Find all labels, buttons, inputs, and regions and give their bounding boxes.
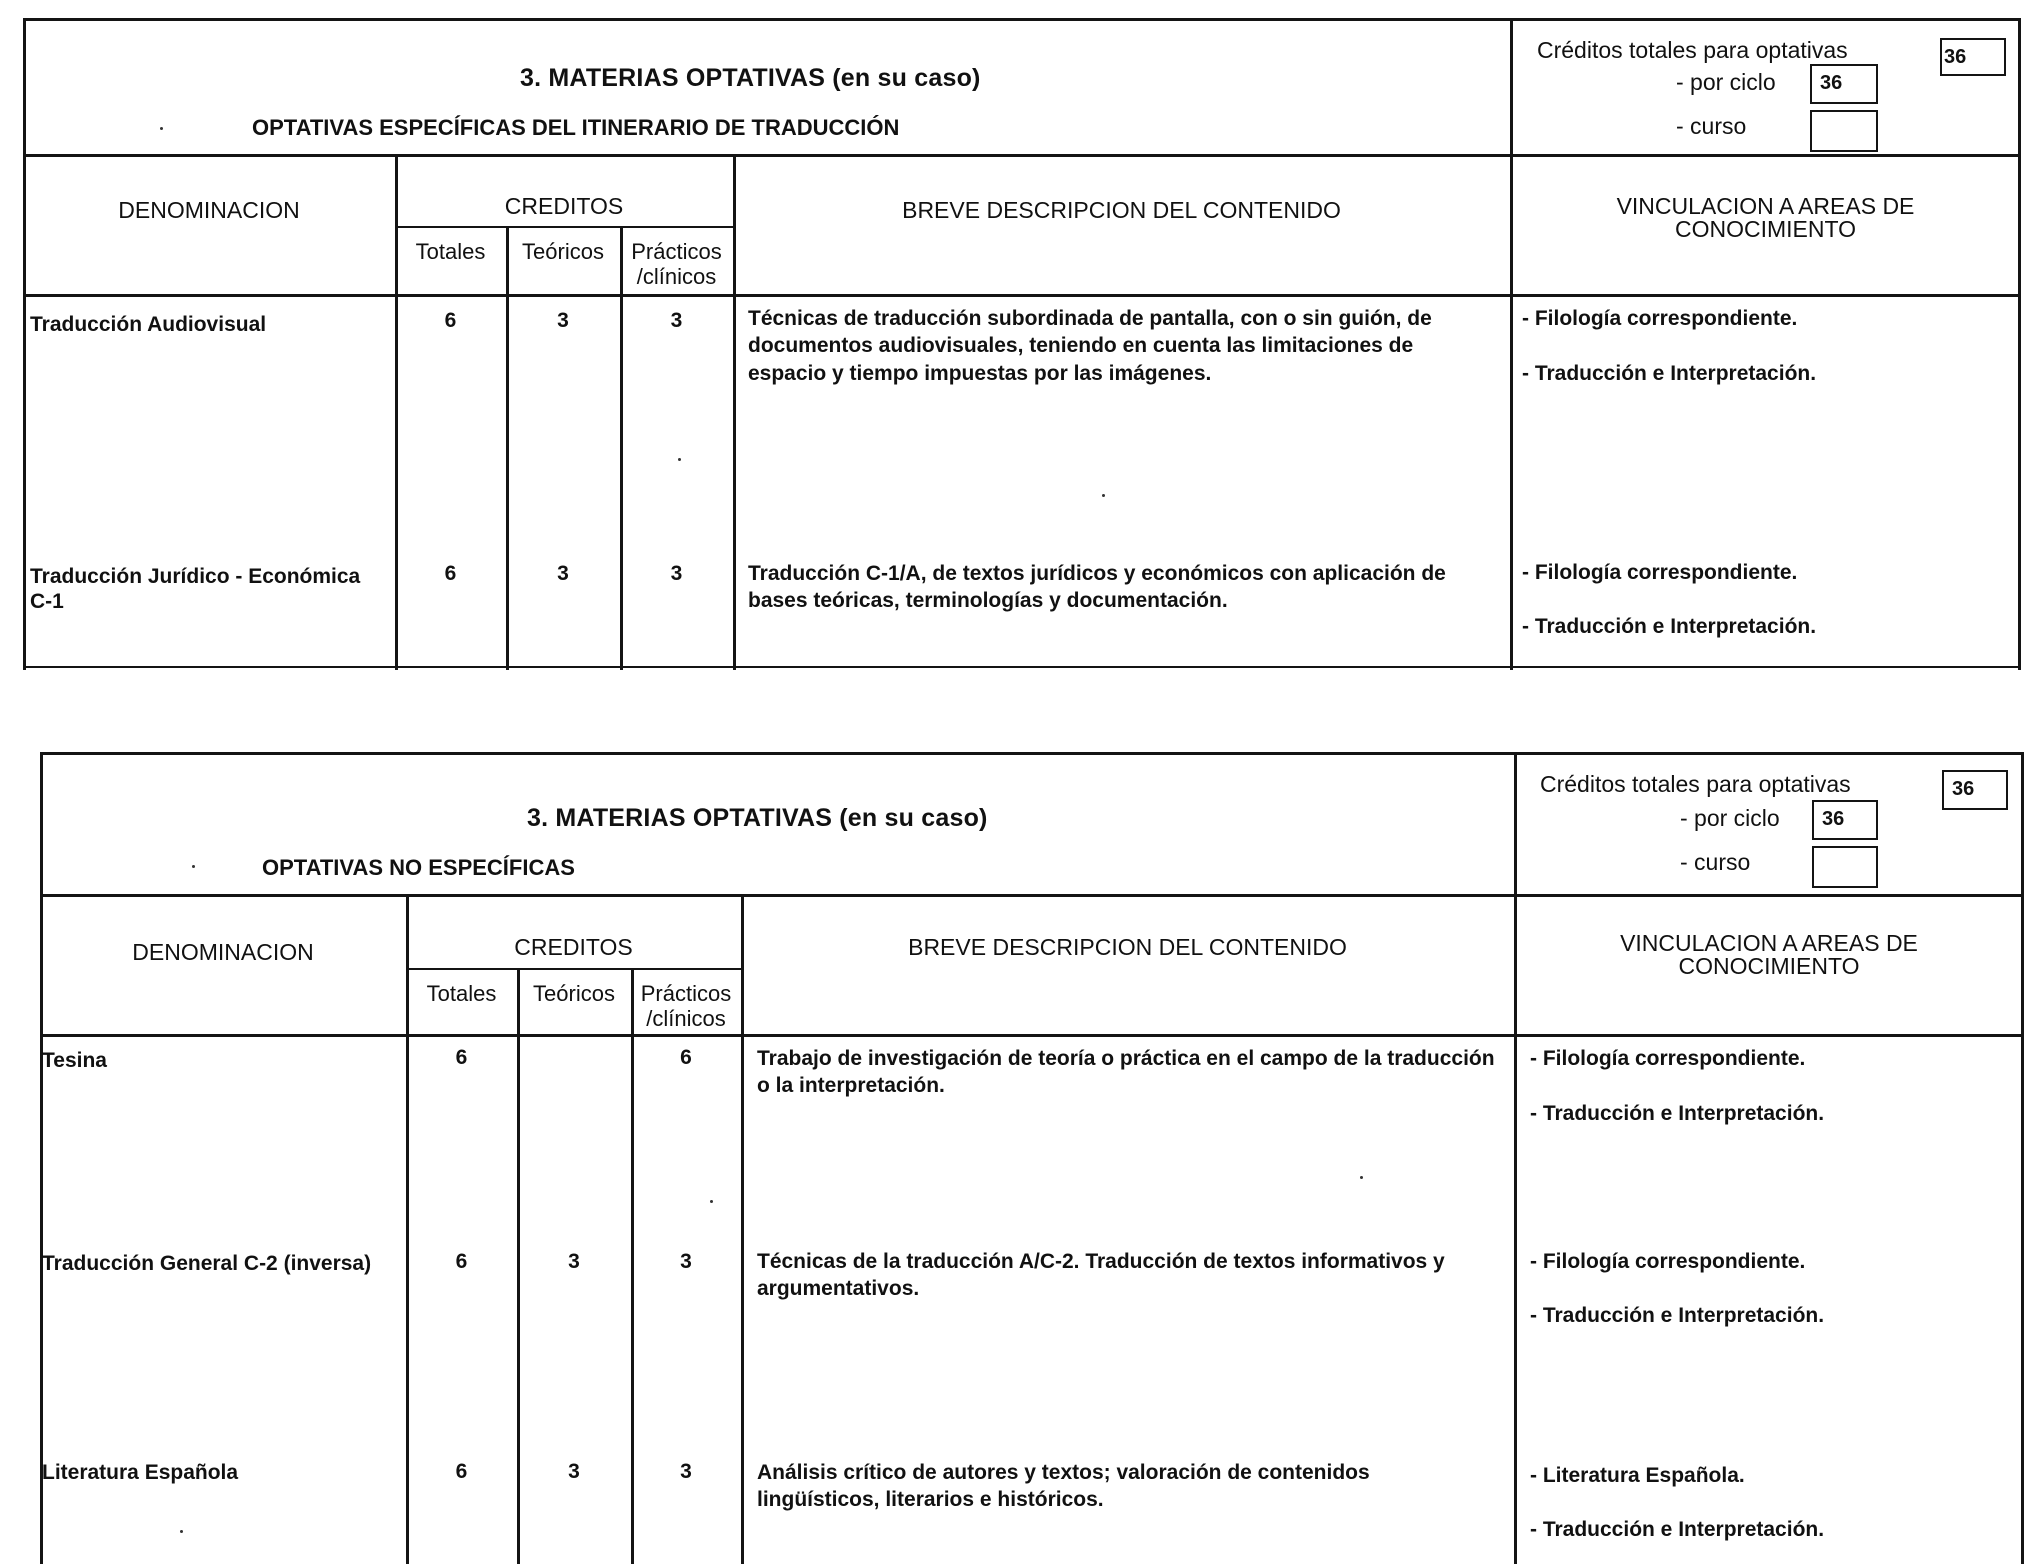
column-line <box>506 226 509 670</box>
section-subtitle: OPTATIVAS ESPECÍFICAS DEL ITINERARIO DE TRADUCCIÓN <box>252 115 900 140</box>
total-credits-label: Créditos totales para optativas <box>1540 771 1851 797</box>
col-header-descripcion: BREVE DESCRIPCION DEL CONTENIDO <box>902 197 1341 223</box>
row-description: Trabajo de investigación de teoría o práctica en el campo de la traducción o la interpretación. <box>757 1047 1495 1098</box>
row-practicos: 3 <box>680 1250 692 1273</box>
row-totales: 6 <box>444 562 457 585</box>
scan-speck <box>710 1200 713 1203</box>
scan-speck <box>678 458 681 461</box>
col-header-creditos: CREDITOS <box>504 193 624 219</box>
scan-speck <box>192 865 195 868</box>
row-area: - Traducción e Interpretación. <box>1530 1518 1825 1541</box>
row-area: - Traducción e Interpretación. <box>1530 1102 1825 1125</box>
row-area: - Literatura Española. <box>1530 1464 1745 1487</box>
column-header-bottom-line <box>23 294 2021 297</box>
column-header-bottom-line <box>40 1034 2024 1037</box>
row-area: - Filología correspondiente. <box>1530 1047 1806 1070</box>
row-name: Traducción Jurídico - Económica C-1 <box>30 565 361 614</box>
creditos-subheader-line <box>406 968 741 970</box>
scan-speck <box>1102 494 1105 497</box>
row-practicos: 6 <box>680 1046 692 1069</box>
row-area: - Filología correspondiente. <box>1530 1250 1806 1273</box>
row-practicos: 3 <box>670 562 683 585</box>
col-header-denominacion: DENOMINACION <box>118 197 300 223</box>
header-divider <box>1514 752 1517 1564</box>
row-description: Traducción C-1/A, de textos jurídicos y económicos con aplicación de bases teóricas, terminologías y documentación. <box>748 562 1446 613</box>
cycle-credits-label: - por ciclo <box>1680 805 1780 831</box>
row-teoricos: 3 <box>557 309 569 332</box>
total-credits-box: 36 <box>1940 38 2006 76</box>
row-name: Tesina <box>42 1049 107 1072</box>
course-credits-label: - curso <box>1676 113 1747 139</box>
col-header-practicos: Prácticos /clínicos <box>631 239 722 289</box>
col-header-creditos: CREDITOS <box>514 934 633 960</box>
row-teoricos: 3 <box>568 1460 580 1483</box>
col-header-practicos: Prácticos /clínicos <box>640 981 732 1031</box>
col-header-descripcion: BREVE DESCRIPCION DEL CONTENIDO <box>908 934 1347 960</box>
row-area: - Filología correspondiente. <box>1522 561 1798 584</box>
row-teoricos: 3 <box>557 562 569 585</box>
row-area: - Filología correspondiente. <box>1522 307 1798 330</box>
section-subtitle: OPTATIVAS NO ESPECÍFICAS <box>262 855 575 880</box>
scan-speck <box>180 1530 183 1533</box>
row-area: - Traducción e Interpretación. <box>1530 1304 1825 1327</box>
cycle-credits-label: - por ciclo <box>1676 69 1776 95</box>
cycle-credits-box: 36 <box>1812 800 1878 840</box>
row-description: Técnicas de traducción subordinada de pantalla, con o sin guión, de documentos audiovisuales, teniendo en cuenta las limitaciones de espacio y tiempo impuestas por las imágenes. <box>748 307 1432 385</box>
row-description: Análisis crítico de autores y textos; valoración de contenidos lingüísticos, literarios e históricos. <box>757 1461 1370 1512</box>
col-header-denominacion: DENOMINACION <box>132 939 314 965</box>
row-totales: 6 <box>455 1460 468 1483</box>
section-title: 3. MATERIAS OPTATIVAS (en su caso) <box>520 64 981 92</box>
creditos-subheader-line <box>395 226 733 228</box>
row-name: Traducción General C-2 (inversa) <box>42 1252 372 1275</box>
table-bottom-line <box>23 666 2021 668</box>
row-totales: 6 <box>444 309 457 332</box>
row-teoricos: 3 <box>568 1250 580 1273</box>
row-area: - Traducción e Interpretación. <box>1522 362 1817 385</box>
row-description: Técnicas de la traducción A/C-2. Traducción de textos informativos y argumentativos. <box>757 1250 1445 1301</box>
header-divider <box>1510 18 1513 670</box>
col-header-vinculacion: VINCULACION A AREAS DE CONOCIMIENTO <box>1616 193 1915 242</box>
col-header-teoricos: Teóricos <box>522 239 604 264</box>
column-line <box>741 894 744 1564</box>
col-header-vinculacion: VINCULACION A AREAS DE CONOCIMIENTO <box>1620 930 1918 979</box>
row-practicos: 3 <box>680 1460 692 1483</box>
scan-speck <box>1360 1176 1363 1179</box>
course-credits-box <box>1812 846 1878 888</box>
column-line <box>733 154 736 670</box>
col-header-teoricos: Teóricos <box>533 981 615 1006</box>
row-totales: 6 <box>455 1250 468 1273</box>
row-name: Literatura Española <box>42 1461 239 1484</box>
section-title: 3. MATERIAS OPTATIVAS (en su caso) <box>527 804 988 832</box>
header-bottom-line <box>23 154 2021 157</box>
course-credits-label: - curso <box>1680 849 1751 875</box>
row-name: Traducción Audiovisual <box>30 313 267 336</box>
column-line <box>395 154 398 670</box>
scan-speck <box>160 127 163 130</box>
course-credits-box <box>1810 110 1878 152</box>
header-bottom-line <box>40 894 2024 897</box>
total-credits-box: 36 <box>1942 770 2008 810</box>
column-line <box>620 226 623 670</box>
total-credits-label: Créditos totales para optativas <box>1537 37 1848 63</box>
row-practicos: 3 <box>670 309 683 332</box>
row-totales: 6 <box>455 1046 468 1069</box>
cycle-credits-box: 36 <box>1810 64 1878 104</box>
col-header-totales: Totales <box>426 981 497 1006</box>
row-area: - Traducción e Interpretación. <box>1522 615 1817 638</box>
col-header-totales: Totales <box>415 239 486 264</box>
